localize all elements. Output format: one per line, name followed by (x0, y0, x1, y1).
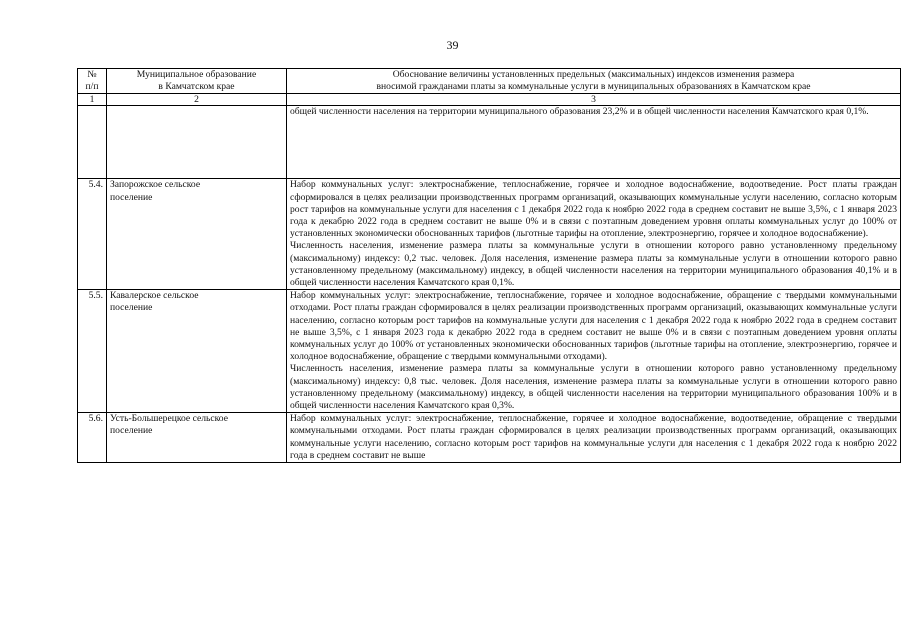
justification-cell (287, 106, 901, 179)
municipality-name-line1: Усть-Большерецкое сельское (110, 413, 228, 425)
paragraph: Численность населения, изменение размера платы за коммунальные услуги в отношении которого равно установленному предельному (максимальному) индексу: 0,8 тыс. человек. Доля населения, изменение размера платы за коммунальные услуги в отношении которого равно установленному предельному (максимальному) индексу, в общей численности населения на территории муниципального образования 100% и в общей численности населения Камчатского края 0,3%. (290, 363, 897, 412)
column-number-2: 2 (107, 94, 287, 106)
tariff-justification-table (77, 68, 901, 463)
municipality-cell (107, 179, 287, 290)
table-header-row (78, 69, 901, 94)
municipality-name-line2: поселение (110, 425, 153, 437)
paragraph: Набор коммунальных услуг: электроснабжение, теплоснабжение, горячее и холодное водоснабжение, водоотведение. Рост платы граждан сформировался в целях реализации производственных программ организаций, оказывающих коммунальные услуги населению, согласно которым рост тарифов на коммунальные услуги для населения с 1 декабря 2022 года к ноябрю 2022 года в среднем составит не выше 3,5%, с 1 января 2023 года к декабрю 2022 года в среднем составит не выше 0% и в связи с поэтапным доведением уровня оплаты коммунальных услуг до 100% от установленных экономически обоснованных тарифов (льготные тарифы на отопление, электроэнергию, горячее и холодное водоснабжение). (290, 179, 897, 240)
column-number-1: 1 (78, 94, 107, 106)
paragraph: общей численности населения на территории муниципального образования 23,2% и в общей численности населения Камчатского края 0,1%. (290, 106, 869, 118)
header-justification (287, 69, 901, 94)
paragraph: Численность населения, изменение размера платы за коммунальные услуги в отношении которого равно установленному предельному (максимальному) индексу: 0,2 тыс. человек. Доля населения, изменение размера платы за коммунальные услуги в отношении которого равно установленному предельному (максимальному) индексу, в общей численности населения на территории муниципального образования 40,1% и в общей численности населения Камчатского края 0,1%. (290, 240, 897, 289)
header-justification-line1: Обоснование величины установленных предельных (максимальных) индексов изменения размера (392, 69, 795, 80)
municipality-name-line1: Запорожское сельское (110, 179, 201, 191)
header-number (78, 69, 107, 94)
table-row (78, 106, 901, 179)
column-number-3: 3 (287, 94, 901, 106)
paragraph: Набор коммунальных услуг: электроснабжение, теплоснабжение, горячее и холодное водоснабжение, обращение с твердыми коммунальными отходами. Рост платы граждан сформировался в целях реализации производственных программ организаций, оказывающих коммунальные услуги населению, согласно которым рост тарифов на коммунальные услуги для населения с 1 декабря 2022 года к ноябрю 2022 года в среднем составит не выше 3,5%, с 1 января 2023 года к декабрю 2022 года в среднем составит не выше 0% и в связи с поэтапным доведением уровня оплаты коммунальных услуг до 100% от установленных экономически обоснованных тарифов (льготные тарифы на отопление, электроэнергию, горячее и холодное водоснабжение, обращение с твердыми коммунальными отходами). (290, 290, 897, 363)
justification-cell (287, 413, 901, 463)
municipality-name-line2: поселение (110, 302, 153, 314)
municipality-cell (107, 413, 287, 463)
table-row (78, 179, 901, 290)
header-justification-line2: вносимой гражданами платы за коммунальные услуги в муниципальных образованиях в Камчатском крае (376, 81, 811, 93)
municipality-name-line1: Кавалерское сельское (110, 290, 199, 302)
justification-cell (287, 290, 901, 413)
column-number-row (78, 94, 901, 106)
municipality-cell (107, 106, 287, 179)
row-number (78, 106, 107, 179)
row-number: 5.5. (78, 290, 107, 413)
table-row (78, 413, 901, 463)
header-number-line2: п/п (85, 81, 99, 93)
page-number: 39 (446, 38, 459, 52)
municipality-cell (107, 290, 287, 413)
header-number-line1: № (87, 69, 97, 80)
municipality-name-line2: поселение (110, 191, 153, 203)
header-municipality-line2: в Камчатском крае (158, 81, 235, 93)
paragraph: Набор коммунальных услуг: электроснабжение, теплоснабжение, горячее и холодное водоснабжение, водоотведение, обращение с твердыми коммунальными отходами. Рост платы граждан сформировался в целях реализации производственных программ организаций, оказывающих коммунальные услуги населению, согласно которым рост тарифов на коммунальные услуги для населения с 1 декабря 2022 года к ноябрю 2022 года в среднем составит не выше (290, 413, 897, 461)
header-municipality-line1: Муниципальное образование (136, 69, 257, 80)
header-municipality (107, 69, 287, 94)
row-number: 5.6. (78, 413, 107, 463)
justification-cell (287, 179, 901, 290)
table-row (78, 290, 901, 413)
row-number: 5.4. (78, 179, 107, 290)
